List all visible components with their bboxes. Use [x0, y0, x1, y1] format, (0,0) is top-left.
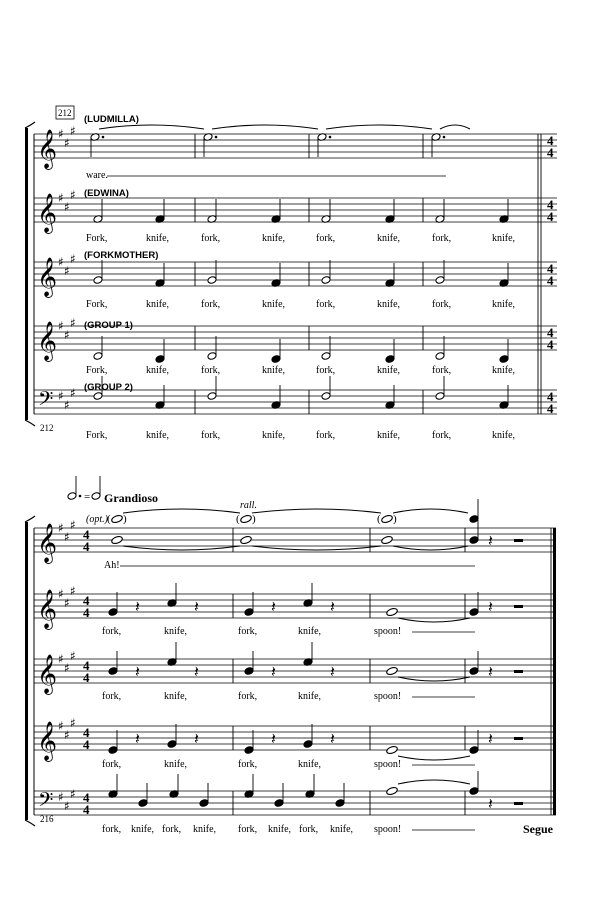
note-head — [138, 799, 148, 808]
system-bracket — [25, 522, 28, 820]
sharp-icon: ♯ — [58, 790, 64, 804]
note-head — [469, 608, 479, 617]
note-head — [381, 514, 393, 524]
rallentando-marking: rall. — [240, 500, 257, 511]
lyric: fork, — [316, 233, 336, 244]
lyric: spoon! — [374, 626, 402, 637]
bracket-hook — [25, 420, 35, 426]
lyric: knife, — [164, 759, 188, 770]
augmentation-dot — [443, 136, 446, 139]
segue-marking: Segue — [523, 822, 553, 836]
time-signature: 4 — [547, 401, 554, 416]
quarter-rest-icon: 𝄽 — [194, 597, 199, 616]
note-head — [385, 355, 395, 364]
lyric: knife, — [377, 233, 401, 244]
note-head — [469, 787, 479, 796]
part-name-forkmother: (FORKMOTHER) — [84, 250, 159, 261]
sharp-icon: ♯ — [70, 386, 76, 400]
note-head — [469, 536, 479, 545]
lyric: knife, — [262, 299, 286, 310]
quarter-rest-icon: 𝄽 — [488, 531, 493, 550]
lyric: knife, — [298, 691, 322, 702]
time-signature: 4 — [83, 593, 90, 608]
note-head — [335, 799, 345, 808]
quarter-rest-icon: 𝄽 — [330, 662, 335, 681]
part-name-ludmilla: (LUDMILLA) — [84, 114, 139, 125]
tie-curve — [398, 677, 470, 681]
tie-curve — [398, 780, 470, 784]
note-head — [381, 535, 393, 545]
lyric: Fork, — [86, 299, 108, 310]
lyric: knife, — [193, 824, 217, 835]
bass-clef-icon: 𝄢 — [38, 387, 54, 415]
quarter-rest-icon: 𝄽 — [330, 597, 335, 616]
note-head — [155, 355, 165, 364]
tie-curve — [398, 756, 470, 760]
lyric: fork, — [102, 759, 122, 770]
sharp-icon: ♯ — [64, 136, 70, 150]
lyric: fork, — [316, 365, 336, 376]
lyric: Fork, — [86, 430, 108, 441]
sharp-icon: ♯ — [58, 719, 64, 733]
augmentation-dot — [215, 136, 218, 139]
tie-curve — [326, 125, 432, 129]
system-bracket — [25, 128, 28, 420]
lyric: knife, — [262, 430, 286, 441]
treble-clef-icon: 𝄞 — [37, 721, 58, 761]
lyric: fork, — [201, 299, 221, 310]
time-signature: 4 — [83, 790, 90, 805]
note-head — [303, 740, 313, 749]
time-signature: 4 — [83, 670, 90, 685]
sharp-icon: ♯ — [70, 716, 76, 730]
lyric: Ah! — [104, 560, 120, 571]
lyric: knife, — [164, 626, 188, 637]
note-head — [111, 535, 123, 545]
tie-curve — [252, 546, 381, 550]
lyric: knife, — [492, 365, 516, 376]
lyric: knife, — [492, 299, 516, 310]
tie-curve — [123, 546, 240, 550]
lyric: knife, — [262, 233, 286, 244]
note-head — [435, 276, 445, 285]
time-signature: 4 — [83, 539, 90, 554]
sharp-icon: ♯ — [70, 787, 76, 801]
paren-open: ( — [107, 513, 111, 525]
note-head — [386, 607, 398, 617]
system-2 — [25, 476, 556, 830]
tie-curve — [212, 125, 318, 129]
quarter-rest-icon: 𝄽 — [488, 662, 493, 681]
lyric: fork, — [238, 691, 258, 702]
lyric: Fork, — [86, 365, 108, 376]
lyric: fork, — [102, 691, 122, 702]
sharp-icon: ♯ — [70, 252, 76, 266]
note-head — [244, 608, 254, 617]
note-head — [240, 514, 252, 524]
bracket-hook — [25, 820, 35, 826]
tie-curve — [393, 546, 468, 550]
time-signature: 4 — [547, 261, 554, 276]
sharp-icon: ♯ — [64, 398, 70, 412]
note-head — [469, 667, 479, 676]
part-name-group-1: (GROUP 1) — [84, 320, 133, 331]
treble-clef-icon: 𝄞 — [37, 321, 58, 361]
lyric: fork, — [201, 430, 221, 441]
bass-clef-icon: 𝄢 — [38, 788, 54, 816]
time-signature: 4 — [547, 209, 554, 224]
optional-marking: (opt.) — [86, 514, 108, 525]
augmentation-dot — [329, 136, 332, 139]
note-head — [207, 392, 217, 401]
lyric: fork, — [162, 824, 182, 835]
time-signature: 4 — [547, 197, 554, 212]
sharp-icon: ♯ — [64, 200, 70, 214]
lyric: fork, — [316, 299, 336, 310]
lyric: knife, — [377, 430, 401, 441]
quarter-rest-icon: 𝄽 — [271, 729, 276, 748]
lyric: fork, — [201, 233, 221, 244]
lyric: knife, — [377, 299, 401, 310]
lyric: fork, — [238, 759, 258, 770]
paren-close: ) — [393, 513, 397, 525]
treble-clef-icon: 𝄞 — [37, 193, 58, 233]
sharp-icon: ♯ — [58, 587, 64, 601]
lyric: fork, — [102, 626, 122, 637]
lyric: knife, — [146, 299, 170, 310]
quarter-rest-icon: 𝄽 — [488, 794, 493, 813]
sharp-icon: ♯ — [58, 127, 64, 141]
tie-curve — [440, 125, 470, 129]
note-head — [167, 740, 177, 749]
lyric: fork, — [299, 824, 319, 835]
sharp-icon: ♯ — [58, 521, 64, 535]
tie-curve — [123, 509, 240, 513]
note-head — [386, 745, 398, 755]
lyric: knife, — [492, 430, 516, 441]
note-head — [108, 667, 118, 676]
augmentation-dot — [102, 136, 105, 139]
lyric: fork, — [432, 365, 452, 376]
time-signature: 4 — [83, 737, 90, 752]
sharp-icon: ♯ — [70, 518, 76, 532]
time-signature: 4 — [547, 389, 554, 404]
sharp-icon: ♯ — [58, 191, 64, 205]
time-signature: 4 — [547, 273, 554, 288]
sharp-icon: ♯ — [64, 328, 70, 342]
quarter-rest-icon: 𝄽 — [135, 729, 140, 748]
lyric: knife, — [298, 759, 322, 770]
time-signature: 4 — [547, 145, 554, 160]
lyric: knife, — [131, 824, 155, 835]
lyric: Fork, — [86, 233, 108, 244]
note-head — [386, 666, 398, 676]
lyric: knife, — [146, 430, 170, 441]
note-head — [274, 799, 284, 808]
lyric: spoon! — [374, 691, 402, 702]
sharp-icon: ♯ — [64, 799, 70, 813]
measure-number-bottom: 216 — [40, 814, 54, 824]
quarter-rest-icon: 𝄽 — [194, 662, 199, 681]
time-signature: 4 — [547, 337, 554, 352]
note-head — [111, 514, 123, 524]
bracket-hook — [25, 516, 35, 522]
treble-clef-icon: 𝄞 — [37, 523, 58, 563]
sharp-icon: ♯ — [70, 584, 76, 598]
note-head — [91, 492, 101, 501]
note-head — [469, 515, 479, 524]
sharp-icon: ♯ — [58, 652, 64, 666]
half-rest-icon — [514, 737, 523, 740]
note-head — [321, 352, 331, 361]
lyric: fork, — [201, 365, 221, 376]
sharp-icon: ♯ — [64, 530, 70, 544]
note-head — [499, 355, 509, 364]
lyric: fork, — [102, 824, 122, 835]
note-head — [321, 276, 331, 285]
augmentation-dot — [79, 495, 82, 498]
time-signature: 4 — [83, 725, 90, 740]
note-head — [271, 355, 281, 364]
lyric: fork, — [432, 233, 452, 244]
treble-clef-icon: 𝄞 — [37, 654, 58, 694]
paren-open: ( — [236, 513, 240, 525]
treble-clef-icon: 𝄞 — [37, 129, 58, 169]
time-signature: 4 — [547, 325, 554, 340]
lyric: knife, — [298, 626, 322, 637]
sharp-icon: ♯ — [64, 661, 70, 675]
note-head — [469, 746, 479, 755]
tempo-marking: Grandioso — [104, 491, 159, 505]
quarter-rest-icon: 𝄽 — [271, 597, 276, 616]
note-head — [199, 799, 209, 808]
tie-curve — [99, 125, 204, 129]
note-head — [207, 276, 217, 285]
time-signature: 4 — [83, 527, 90, 542]
half-rest-icon — [514, 539, 523, 542]
lyric: fork, — [432, 299, 452, 310]
note-head — [244, 746, 254, 755]
lyric: knife, — [492, 233, 516, 244]
lyric: fork, — [238, 824, 258, 835]
paren-close: ) — [252, 513, 256, 525]
half-rest-icon — [514, 670, 523, 673]
note-head — [93, 352, 103, 361]
lyric: spoon! — [374, 824, 402, 835]
sharp-icon: ♯ — [64, 596, 70, 610]
lyric: fork, — [316, 430, 336, 441]
note-head — [207, 352, 217, 361]
paren-close: ) — [123, 513, 127, 525]
lyric: knife, — [330, 824, 354, 835]
lyric: knife, — [262, 365, 286, 376]
quarter-rest-icon: 𝄽 — [194, 729, 199, 748]
treble-clef-icon: 𝄞 — [37, 589, 58, 629]
note-head — [435, 392, 445, 401]
quarter-rest-icon: 𝄽 — [488, 729, 493, 748]
sharp-icon: ♯ — [70, 124, 76, 138]
tie-curve — [398, 618, 470, 622]
sharp-icon: ♯ — [58, 389, 64, 403]
quarter-rest-icon: 𝄽 — [271, 662, 276, 681]
sharp-icon: ♯ — [70, 649, 76, 663]
paren-open: ( — [377, 513, 381, 525]
quarter-rest-icon: 𝄽 — [488, 597, 493, 616]
system-1 — [25, 122, 557, 426]
half-rest-icon — [514, 802, 523, 805]
quarter-rest-icon: 𝄽 — [330, 729, 335, 748]
note-head — [244, 667, 254, 676]
sharp-icon: ♯ — [58, 319, 64, 333]
sharp-icon: ♯ — [64, 728, 70, 742]
quarter-rest-icon: 𝄽 — [135, 597, 140, 616]
lyric: ware. — [86, 170, 108, 181]
lyric: fork, — [432, 430, 452, 441]
tie-curve — [393, 509, 468, 513]
sharp-icon: ♯ — [70, 188, 76, 202]
note-head — [240, 535, 252, 545]
note-head — [93, 276, 103, 285]
note-head — [386, 786, 398, 796]
sharp-icon: ♯ — [70, 316, 76, 330]
lyric: knife, — [146, 365, 170, 376]
bracket-hook — [25, 122, 35, 128]
lyric: fork, — [238, 626, 258, 637]
note-head — [108, 746, 118, 755]
final-barline-thick — [553, 528, 556, 815]
note-head — [321, 392, 331, 401]
lyric: knife, — [146, 233, 170, 244]
measure-number-bottom: 212 — [40, 423, 54, 433]
sharp-icon: ♯ — [64, 264, 70, 278]
time-signature: 4 — [547, 133, 554, 148]
tempo-equals: = — [84, 491, 91, 503]
lyric: knife, — [268, 824, 292, 835]
time-signature: 4 — [83, 658, 90, 673]
note-head — [67, 492, 77, 501]
time-signature: 4 — [83, 605, 90, 620]
part-name-group-2: (GROUP 2) — [84, 382, 133, 393]
system-1-lyrics — [86, 233, 515, 441]
note-head — [108, 608, 118, 617]
lyric: knife, — [377, 365, 401, 376]
time-signature: 4 — [83, 802, 90, 817]
note-head — [435, 352, 445, 361]
part-name-edwina: (EDWINA) — [84, 188, 129, 199]
measure-number-top: 212 — [58, 108, 72, 118]
treble-clef-icon: 𝄞 — [37, 257, 58, 297]
lyric: spoon! — [374, 759, 402, 770]
sharp-icon: ♯ — [58, 255, 64, 269]
half-rest-icon — [514, 605, 523, 608]
tie-curve — [252, 509, 381, 513]
lyric: knife, — [164, 691, 188, 702]
quarter-rest-icon: 𝄽 — [135, 662, 140, 681]
